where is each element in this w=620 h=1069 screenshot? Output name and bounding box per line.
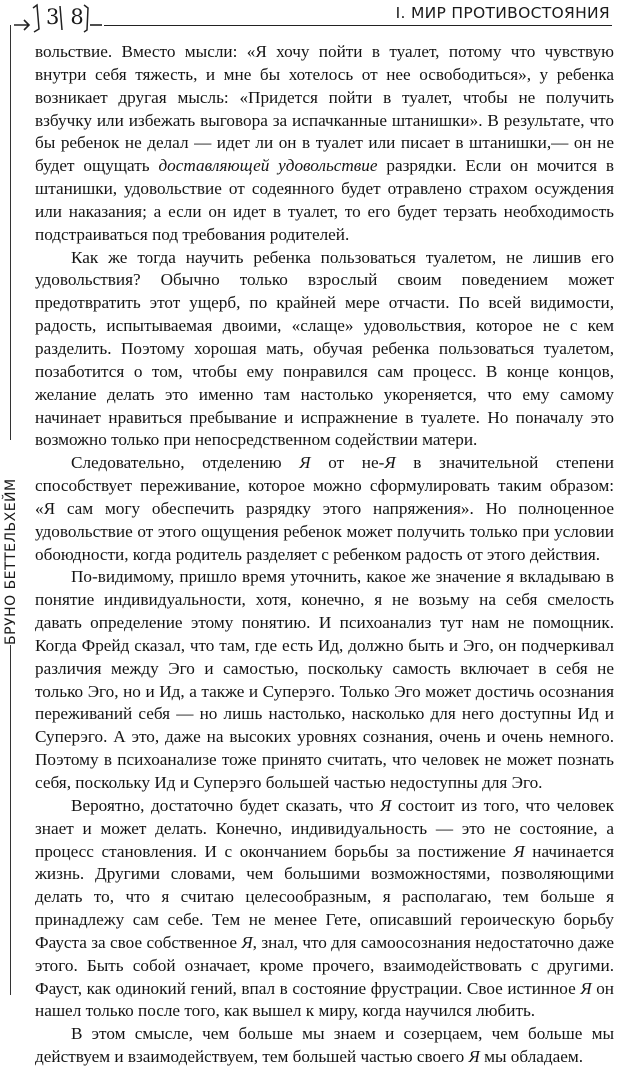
paragraph-2: Как же тогда научить ребенка пользоваться туалетом, не лишив его удовольствия? Обычно только взрослый своим поведением может предотвратить этот ущерб, по крайней мере отчасти. По всей видимости, радость, испытываемая двоими, «слаще» удовольствия, которое не с кем разделить. Поэтому хорошая мать, обучая ребенка пользоваться туалетом, позаботится о том, чтобы ему понравился сам процесс. В конце концов, желание делать это именно там настолько укореняется, что ему самому начинает нравиться пребывание и испражнение в туалете. Но поначалу это возможно только при непосредственном содействии матери. — [35, 247, 614, 450]
paragraph-4: По-видимому, пришло время уточнить, какое же значение я вкладываю в понятие индивидуальности, хотя, конечно, я не возьму на себя смелость давать определение этому понятию. И психоанализ тут нам не помощник. Когда Фрейд сказал, что там, где есть Ид, должно быть и Эго, он подчеркивал различия между Эго и самостью, поскольку самость включает в себя не только Эго, но и Ид, а также и Суперэго. Только Эго может достичь осознания переживаний себя — но лишь настолько, насколько для него доступны Ид и Суперэго. А это, даже на высоких уровнях сознания, очень и очень немного. Поэтому в психоанализе тоже принято считать, что человек не может познать себя, поскольку Ид и Суперэго большей частью недоступны для Эго. — [35, 567, 614, 792]
body-text — [35, 41, 614, 1069]
running-title: I. МИР ПРОТИВОСТОЯНИЯ — [395, 4, 610, 22]
page-number-ornament — [12, 2, 104, 34]
margin-rule-bottom — [10, 645, 11, 995]
page-number: 38 — [46, 5, 95, 29]
paragraph-1: вольствие. Вместо мысли: «Я хочу пойти в туалет, потому что чувствую внутри себя тяжесть, и мне бы хотелось от нее освободиться», у ребенка возникает другая мысль: «Придется пойти в туалет, чтобы не получить взбучку или избежать выговора за испачканные штанишки». В результате, что бы ребенок не делал — идет ли он в туалет или писает в штанишки,— он не будет ощущать доставляющей удовольствие разрядки. Если он мочится в штанишки, удовольствие от содеянного будет отравлено страхом осуждения или наказания; а если он идет в туалет, то его будет терзать необходимость подстраиваться под требования родителей. — [35, 42, 614, 244]
paragraph-6: В этом смысле, чем больше мы знаем и созерцаем, чем больше мы действуем и взаимодействуем, тем большей частью своего Я мы обладаем. — [35, 1024, 614, 1067]
header-rule — [104, 25, 612, 26]
paragraph-5: Вероятно, достаточно будет сказать, что Я состоит из того, что человек знает и может делать. Конечно, индивидуальность — это не состояние, а процесс становления. И с окончанием борьбы за постижение Я начинается жизнь. Другими словами, чем большими возможностями, позволяющими делать то, что я считаю целесообразным, я располагаю, тем больше я принадлежу сам себе. Тем не менее Гете, описавший героическую борьбу Фауста за свое собственное Я, знал, что для самоосознания недостаточно даже этого. Быть собой означает, кроме прочего, взаимодействовать с другими. Фауст, как одинокий гений, впал в состояние фрустрации. Свое истинное Я он нашел только после того, как вышел к миру, когда научился любить. — [35, 795, 614, 1021]
author-name-vertical: БРУНО БЕТТЕЛЬХЕЙМ — [3, 478, 19, 645]
paragraph-3: Следовательно, отделению Я от не-Я в значительной степени способствует переживание, которое можно сформулировать таким образом: «Я сам могу обеспечить разрядку этого напряжения». Но полноценное удовольствие от этого ощущения ребенок может получить только при условии обоюдности, когда родитель разделяет с ребенком радость от этого действия. — [35, 453, 615, 564]
margin-rule-top — [10, 25, 11, 440]
